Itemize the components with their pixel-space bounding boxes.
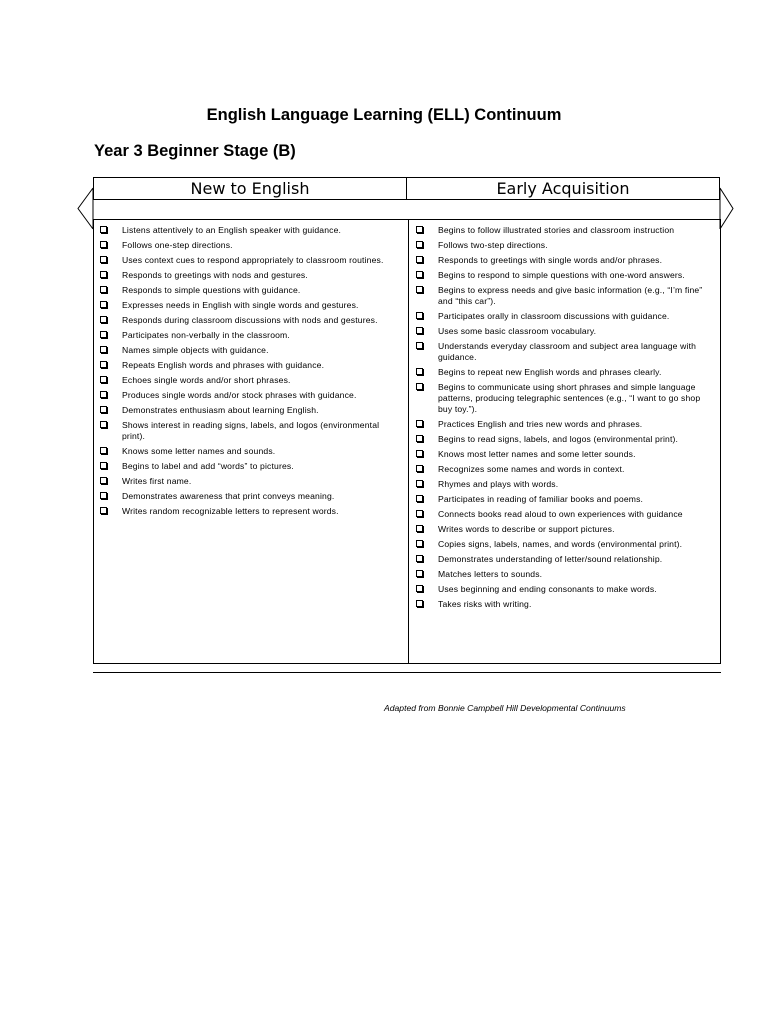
new-to-english-item-text: Responds to simple questions with guidance. xyxy=(122,285,301,295)
early-acquisition-item xyxy=(416,326,714,337)
continuum-double-arrow-icon xyxy=(0,0,768,240)
checkbox-icon[interactable] xyxy=(100,406,107,413)
checkbox-icon[interactable] xyxy=(416,465,423,472)
early-acquisition-item xyxy=(416,584,714,595)
table-header xyxy=(93,177,720,200)
new-to-english-item-text: Writes random recognizable letters to represent words. xyxy=(122,506,339,516)
checkbox-icon[interactable] xyxy=(416,555,423,562)
new-to-english-item xyxy=(100,285,402,296)
new-to-english-item xyxy=(100,300,402,311)
divider-line xyxy=(93,672,721,673)
early-acquisition-item xyxy=(416,569,714,580)
early-acquisition-item-text: Begins to communicate using short phrases and simple language patterns, producing telegraphic sentences (e.g., “I want to go shop buy toy.”). xyxy=(438,382,701,414)
checkbox-icon[interactable] xyxy=(100,361,107,368)
early-acquisition-item-text: Begins to respond to simple questions with one-word answers. xyxy=(438,270,685,280)
checkbox-icon[interactable] xyxy=(100,316,107,323)
early-acquisition-item xyxy=(416,240,714,251)
early-acquisition-item xyxy=(416,599,714,610)
early-acquisition-item xyxy=(416,270,714,281)
new-to-english-item-text: Demonstrates enthusiasm about learning English. xyxy=(122,405,319,415)
checkbox-icon[interactable] xyxy=(416,450,423,457)
continuum-table xyxy=(93,219,721,664)
checkbox-icon[interactable] xyxy=(100,286,107,293)
checkbox-icon[interactable] xyxy=(416,510,423,517)
early-acquisition-item xyxy=(416,494,714,505)
early-acquisition-item xyxy=(416,225,714,236)
new-to-english-item xyxy=(100,390,402,401)
new-to-english-item xyxy=(100,270,402,281)
early-acquisition-item-text: Uses beginning and ending consonants to make words. xyxy=(438,584,657,594)
early-acquisition-item-text: Copies signs, labels, names, and words (environmental print). xyxy=(438,539,683,549)
early-acquisition-item-text: Writes words to describe or support pictures. xyxy=(438,524,615,534)
checkbox-icon[interactable] xyxy=(100,421,107,428)
early-acquisition-item-text: Begins to follow illustrated stories and classroom instruction xyxy=(438,225,675,235)
new-to-english-item-text: Shows interest in reading signs, labels, and logos (environmental print). xyxy=(122,420,380,441)
new-to-english-item-text: Produces single words and/or stock phrases with guidance. xyxy=(122,390,357,400)
early-acquisition-item-text: Participates orally in classroom discussions with guidance. xyxy=(438,311,670,321)
checkbox-icon[interactable] xyxy=(100,346,107,353)
header-early-acquisition: Early Acquisition xyxy=(406,178,719,199)
checkbox-icon[interactable] xyxy=(416,327,423,334)
checkbox-icon[interactable] xyxy=(100,241,107,248)
early-acquisition-item xyxy=(416,539,714,550)
new-to-english-column xyxy=(94,220,409,663)
early-acquisition-checklist xyxy=(409,220,720,610)
new-to-english-item xyxy=(100,345,402,356)
early-acquisition-item-text: Connects books read aloud to own experiences with guidance xyxy=(438,509,683,519)
checkbox-icon[interactable] xyxy=(416,420,423,427)
checkbox-icon[interactable] xyxy=(416,540,423,547)
checkbox-icon[interactable] xyxy=(100,507,107,514)
checkbox-icon[interactable] xyxy=(100,226,107,233)
early-acquisition-item xyxy=(416,311,714,322)
checkbox-icon[interactable] xyxy=(416,435,423,442)
early-acquisition-item-text: Takes risks with writing. xyxy=(438,599,532,609)
early-acquisition-item xyxy=(416,255,714,266)
early-acquisition-item-text: Knows most letter names and some letter sounds. xyxy=(438,449,636,459)
checkbox-icon[interactable] xyxy=(100,477,107,484)
early-acquisition-item xyxy=(416,479,714,490)
checkbox-icon[interactable] xyxy=(416,226,423,233)
checkbox-icon[interactable] xyxy=(100,376,107,383)
new-to-english-item xyxy=(100,476,402,487)
early-acquisition-item-text: Follows two-step directions. xyxy=(438,240,548,250)
checkbox-icon[interactable] xyxy=(100,492,107,499)
early-acquisition-item-text: Responds to greetings with single words and/or phrases. xyxy=(438,255,663,265)
early-acquisition-item xyxy=(416,554,714,565)
document-title: English Language Learning (ELL) Continuum xyxy=(206,106,562,124)
early-acquisition-item xyxy=(416,449,714,460)
header-new-to-english: New to English xyxy=(190,179,310,198)
checkbox-icon[interactable] xyxy=(416,600,423,607)
new-to-english-item-text: Knows some letter names and sounds. xyxy=(122,446,276,456)
new-to-english-item xyxy=(100,506,402,517)
early-acquisition-item-text: Practices English and tries new words and phrases. xyxy=(438,419,643,429)
checkbox-icon[interactable] xyxy=(416,368,423,375)
new-to-english-item-text: Repeats English words and phrases with guidance. xyxy=(122,360,325,370)
checkbox-icon[interactable] xyxy=(416,480,423,487)
new-to-english-item xyxy=(100,360,402,371)
checkbox-icon[interactable] xyxy=(416,286,423,293)
new-to-english-item-text: Responds to greetings with nods and gestures. xyxy=(122,270,308,280)
new-to-english-item-text: Uses context cues to respond appropriately to classroom routines. xyxy=(122,255,384,265)
new-to-english-item xyxy=(100,461,402,472)
new-to-english-item xyxy=(100,330,402,341)
early-acquisition-item xyxy=(416,434,714,445)
new-to-english-item xyxy=(100,420,402,442)
early-acquisition-item xyxy=(416,464,714,475)
new-to-english-item xyxy=(100,405,402,416)
new-to-english-item xyxy=(100,315,402,326)
new-to-english-item xyxy=(100,446,402,457)
early-acquisition-item xyxy=(416,285,714,307)
early-acquisition-item-text: Begins to repeat new English words and phrases clearly. xyxy=(438,367,662,377)
new-to-english-item-text: Echoes single words and/or short phrases. xyxy=(122,375,291,385)
checkbox-icon[interactable] xyxy=(416,271,423,278)
checkbox-icon[interactable] xyxy=(416,585,423,592)
checkbox-icon[interactable] xyxy=(416,525,423,532)
new-to-english-item xyxy=(100,240,402,251)
new-to-english-item-text: Demonstrates awareness that print conveys meaning. xyxy=(122,491,335,501)
new-to-english-item-text: Follows one-step directions. xyxy=(122,240,233,250)
stage-subtitle: Year 3 Beginner Stage (B) xyxy=(94,142,296,160)
early-acquisition-item-text: Rhymes and plays with words. xyxy=(438,479,559,489)
early-acquisition-column xyxy=(409,220,720,663)
new-to-english-item-text: Begins to label and add “words” to pictures. xyxy=(122,461,294,471)
checkbox-icon[interactable] xyxy=(416,312,423,319)
new-to-english-item-text: Participates non-verbally in the classroom. xyxy=(122,330,290,340)
new-to-english-item xyxy=(100,375,402,386)
early-acquisition-item xyxy=(416,509,714,520)
early-acquisition-item-text: Demonstrates understanding of letter/sound relationship. xyxy=(438,554,663,564)
checkbox-icon[interactable] xyxy=(416,383,423,390)
early-acquisition-item-text: Begins to read signs, labels, and logos (environmental print). xyxy=(438,434,679,444)
early-acquisition-item xyxy=(416,419,714,430)
early-acquisition-item xyxy=(416,524,714,535)
new-to-english-item-text: Expresses needs in English with single words and gestures. xyxy=(122,300,359,310)
checkbox-icon[interactable] xyxy=(416,256,423,263)
checkbox-icon[interactable] xyxy=(416,570,423,577)
new-to-english-item-text: Writes first name. xyxy=(122,476,192,486)
early-acquisition-item xyxy=(416,382,714,415)
new-to-english-item xyxy=(100,255,402,266)
checkbox-icon[interactable] xyxy=(416,241,423,248)
early-acquisition-item-text: Matches letters to sounds. xyxy=(438,569,543,579)
new-to-english-checklist xyxy=(94,220,408,517)
checkbox-icon[interactable] xyxy=(100,447,107,454)
checkbox-icon[interactable] xyxy=(100,301,107,308)
checkbox-icon[interactable] xyxy=(100,391,107,398)
new-to-english-item-text: Responds during classroom discussions with nods and gestures. xyxy=(122,315,378,325)
early-acquisition-item-text: Begins to express needs and give basic information (e.g., “I’m fine” and “this car”). xyxy=(438,285,703,306)
early-acquisition-item xyxy=(416,367,714,378)
early-acquisition-item-text: Participates in reading of familiar books and poems. xyxy=(438,494,644,504)
checkbox-icon[interactable] xyxy=(100,271,107,278)
checkbox-icon[interactable] xyxy=(100,256,107,263)
checkbox-icon[interactable] xyxy=(100,331,107,338)
checkbox-icon[interactable] xyxy=(416,495,423,502)
checkbox-icon[interactable] xyxy=(100,462,107,469)
early-acquisition-item-text: Uses some basic classroom vocabulary. xyxy=(438,326,597,336)
checkbox-icon[interactable] xyxy=(416,342,423,349)
new-to-english-item-text: Listens attentively to an English speaker with guidance. xyxy=(122,225,342,235)
source-credit: Adapted from Bonnie Campbell Hill Developmental Continuums xyxy=(384,703,626,713)
new-to-english-item xyxy=(100,491,402,502)
early-acquisition-item xyxy=(416,341,714,363)
new-to-english-item-text: Names simple objects with guidance. xyxy=(122,345,269,355)
early-acquisition-item-text: Understands everyday classroom and subject area language with guidance. xyxy=(438,341,697,362)
early-acquisition-item-text: Recognizes some names and words in context. xyxy=(438,464,625,474)
new-to-english-item xyxy=(100,225,402,236)
